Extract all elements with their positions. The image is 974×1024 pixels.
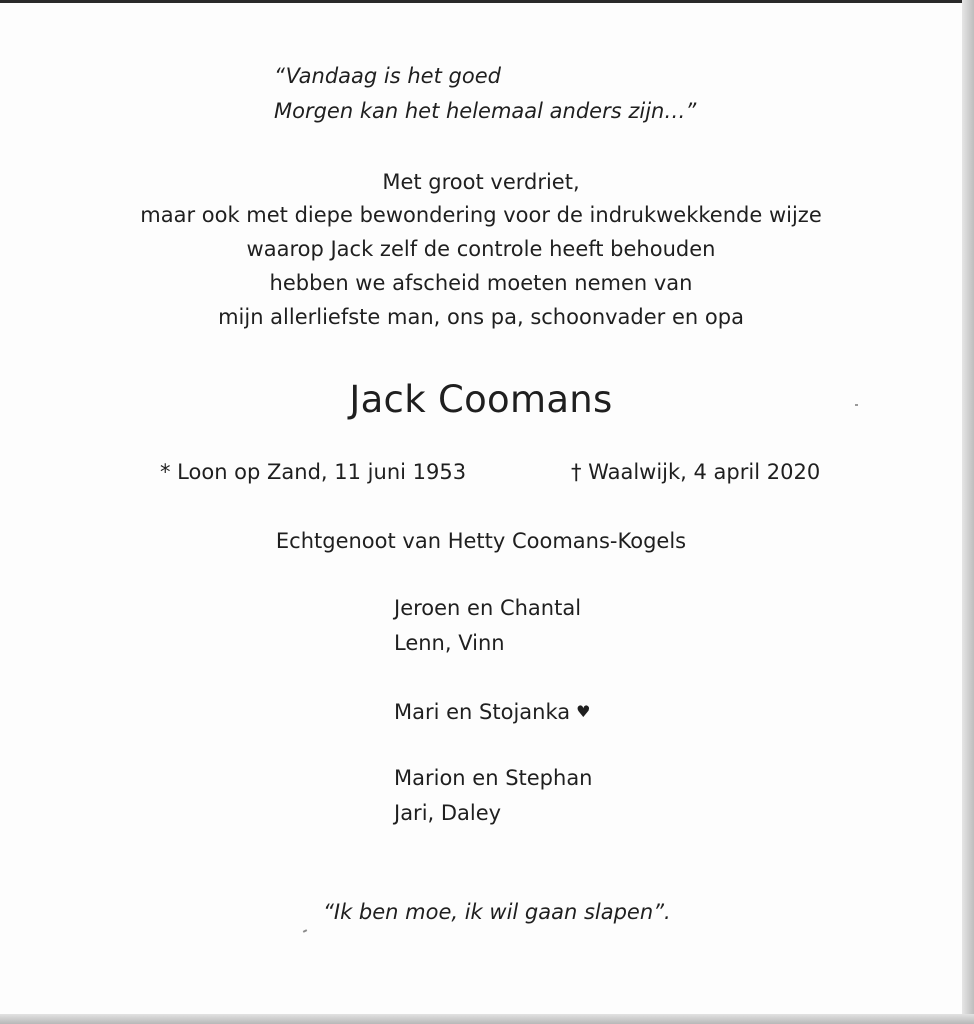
family-line-lenn-vinn: Lenn, Vinn xyxy=(394,631,505,655)
message-line-4: hebben we afscheid moeten nemen van xyxy=(269,271,693,295)
deceased-name: Jack Coomans xyxy=(349,378,613,421)
message-line-5: mijn allerliefste man, ons pa, schoonvader en opa xyxy=(218,305,744,329)
scan-top-edge xyxy=(0,0,974,3)
paper-speck xyxy=(855,404,858,406)
scan-right-edge xyxy=(962,0,974,1024)
scan-bottom-edge xyxy=(0,1014,974,1024)
closing-quote: “Ik ben moe, ik wil gaan slapen”. xyxy=(323,900,671,924)
family-names-mari-stojanka: Mari en Stojanka xyxy=(394,700,571,724)
message-line-1: Met groot verdriet, xyxy=(382,170,580,194)
family-line-jeroen-chantal: Jeroen en Chantal xyxy=(394,596,582,620)
birth-date: * Loon op Zand, 11 juni 1953 xyxy=(160,460,467,484)
message-line-2: maar ook met diepe bewondering voor de indrukwekkende wijze xyxy=(140,203,822,227)
epigraph-line-1: “Vandaag is het goed xyxy=(274,64,501,88)
spouse-line: Echtgenoot van Hetty Coomans-Kogels xyxy=(275,529,687,553)
family-line-jari-daley: Jari, Daley xyxy=(394,801,502,825)
family-line-marion-stephan: Marion en Stephan xyxy=(394,766,593,790)
family-line-mari-stojanka xyxy=(394,702,590,723)
message-line-3: waarop Jack zelf de controle heeft behouden xyxy=(246,237,716,261)
death-date: † Waalwijk, 4 april 2020 xyxy=(571,460,821,484)
paper-speck xyxy=(303,929,307,933)
epigraph-line-2: Morgen kan het helemaal anders zijn…” xyxy=(274,99,697,123)
heart-icon: ♥ xyxy=(576,702,591,721)
